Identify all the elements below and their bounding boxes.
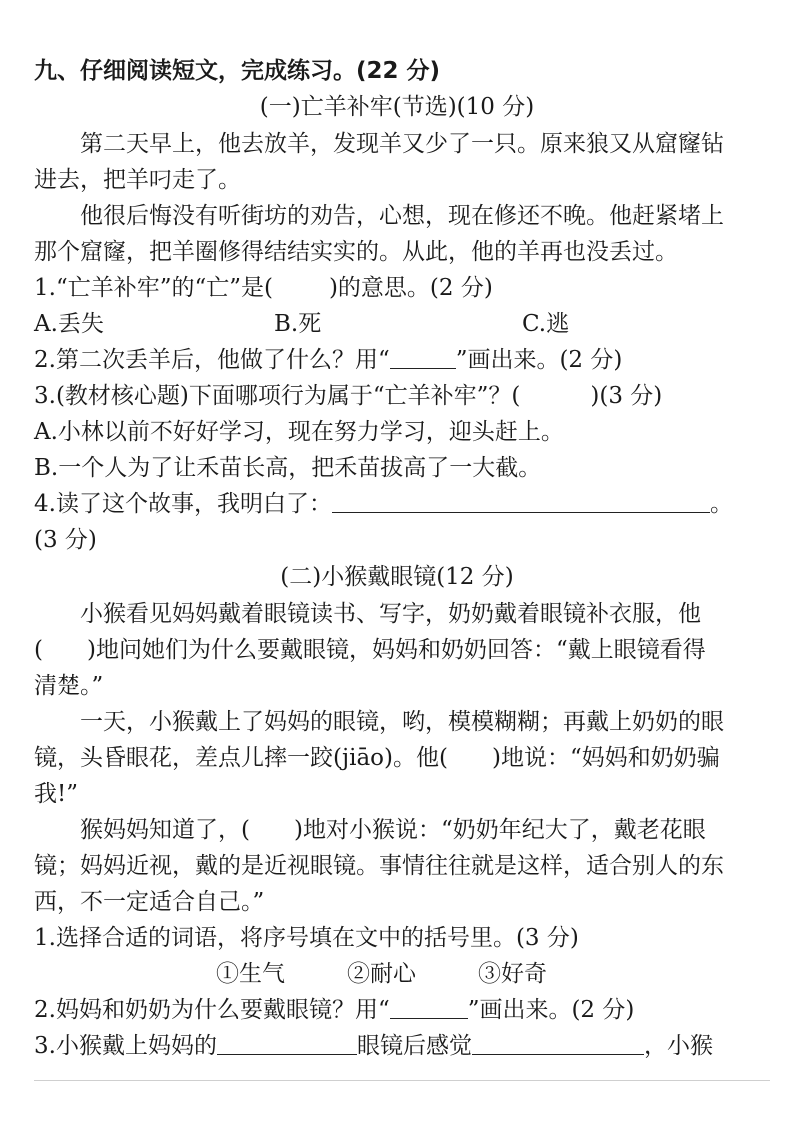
p2-question-1: 1.选择合适的词语，将序号填在文中的括号里。(3 分) bbox=[34, 925, 579, 951]
passage2-title: (二)小猴戴眼镜(12 分) bbox=[280, 564, 514, 590]
option-a: A.丢失 bbox=[34, 311, 104, 337]
p1-question-1-options bbox=[34, 306, 760, 342]
answer-line[interactable] bbox=[217, 1030, 357, 1055]
passage2-para2-line2: 镜，头昏眼花，差点儿摔一跤(jiāo)。他( )地说：“妈妈和奶奶骗 bbox=[34, 745, 720, 771]
page-divider bbox=[34, 1080, 770, 1081]
passage1-para2-line1: 他很后悔没有听街坊的劝告，心想，现在修还不晚。他赶紧堵上 bbox=[80, 203, 724, 229]
answer-line[interactable] bbox=[472, 1030, 644, 1055]
passage2-para1-line2: ( )地问她们为什么要戴眼镜，妈妈和奶奶回答：“戴上眼镜看得 bbox=[34, 637, 706, 663]
choice-1: ①生气 bbox=[216, 961, 285, 987]
passage2-para1-line1: 小猴看见妈妈戴着眼镜读书、写字，奶奶戴着眼镜补衣服，他 bbox=[80, 601, 701, 627]
choice-2: ②耐心 bbox=[347, 961, 416, 987]
passage2-para1-line3: 清楚。” bbox=[34, 673, 104, 699]
passage2-para3-line1: 猴妈妈知道了，( )地对小猴说：“奶奶年纪大了，戴老花眼 bbox=[80, 817, 706, 843]
p1-question-3-option-a: A.小林以前不好好学习，现在努力学习，迎头赶上。 bbox=[34, 419, 564, 445]
passage1-para1-line2: 进去，把羊叼走了。 bbox=[34, 167, 241, 193]
passage2-para3-line3: 西，不一定适合自己。” bbox=[34, 889, 265, 915]
answer-line[interactable] bbox=[332, 488, 710, 513]
passage2-para2-line1: 一天，小猴戴上了妈妈的眼镜，哟，模模糊糊；再戴上奶奶的眼 bbox=[80, 709, 724, 735]
p1-question-1: 1.“亡羊补牢”的“亡”是( )的意思。(2 分) bbox=[34, 275, 493, 301]
passage1-para2-line2: 那个窟窿，把羊圈修得结结实实的。从此，他的羊再也没丢过。 bbox=[34, 239, 678, 265]
p1-question-3: 3.(教材核心题)下面哪项行为属于“亡羊补牢”？( )(3 分) bbox=[34, 383, 663, 409]
choice-3: ③好奇 bbox=[478, 961, 547, 987]
passage2-para3-line2: 镜；妈妈近视，戴的是近视眼镜。事情往往就是这样，适合别人的东 bbox=[34, 853, 724, 879]
section-title: 九、仔细阅读短文，完成练习。(22 分) bbox=[34, 58, 441, 84]
underline-sample bbox=[390, 344, 456, 369]
option-b: B.死 bbox=[274, 311, 322, 337]
passage2-para2-line3: 我!” bbox=[34, 781, 79, 807]
p2-question-2: 2.妈妈和奶奶为什么要戴眼镜？用“ ”画出来。(2 分) bbox=[34, 992, 760, 1028]
p2-question-3: 3.小猴戴上妈妈的 眼镜后感觉 ，小猴 bbox=[34, 1028, 760, 1064]
p2-question-1-choices bbox=[34, 956, 760, 992]
p1-question-3-option-b: B.一个人为了让禾苗长高，把禾苗拔高了一大截。 bbox=[34, 455, 542, 481]
p1-question-4-score: (3 分) bbox=[34, 527, 97, 553]
p1-question-4: 4.读了这个故事，我明白了： 。 bbox=[34, 486, 760, 522]
option-c: C.逃 bbox=[522, 311, 570, 337]
passage1-title: (一)亡羊补牢(节选)(10 分) bbox=[259, 94, 535, 120]
p1-question-2: 2.第二次丢羊后，他做了什么？用“ ”画出来。(2 分) bbox=[34, 342, 760, 378]
underline-sample bbox=[390, 994, 468, 1019]
passage1-para1-line1: 第二天早上，他去放羊，发现羊又少了一只。原来狼又从窟窿钻 bbox=[80, 131, 724, 157]
